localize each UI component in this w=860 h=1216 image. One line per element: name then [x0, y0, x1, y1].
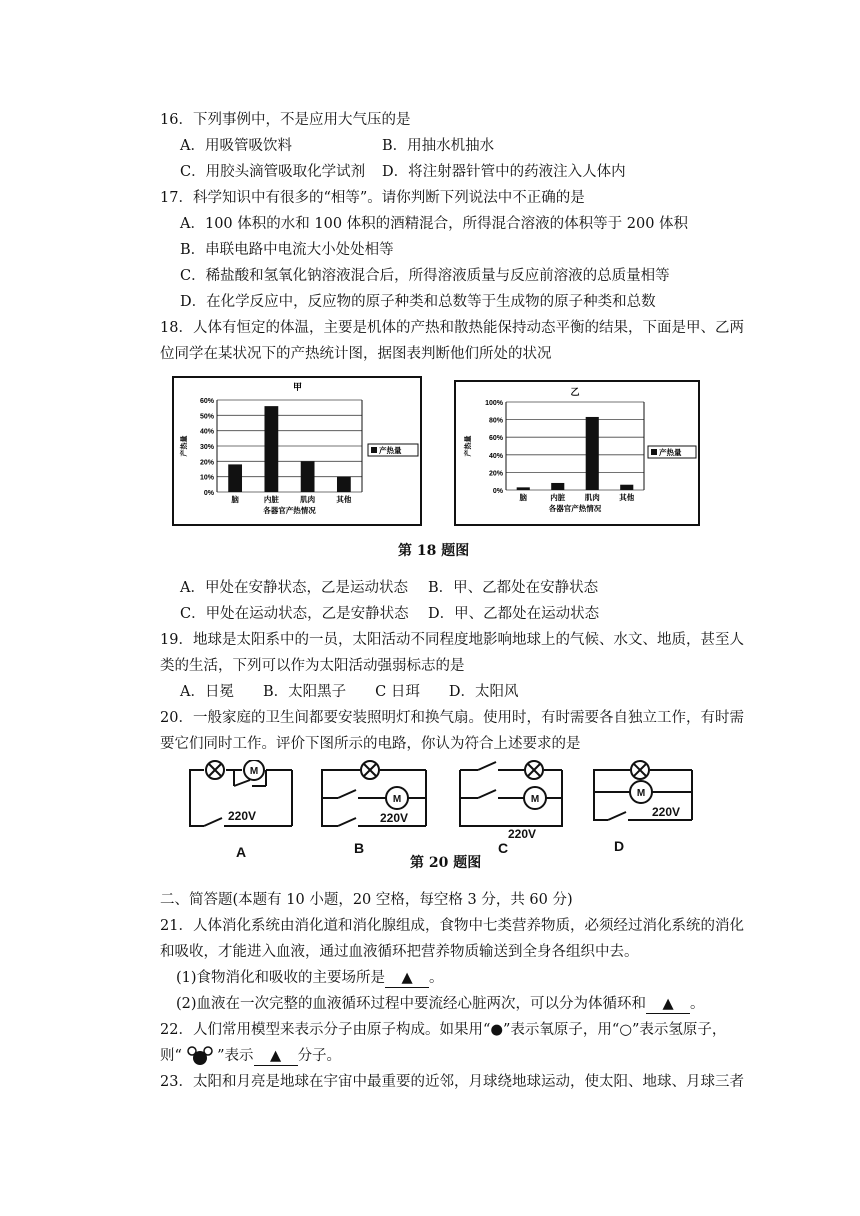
voltage-label: 220V [228, 809, 257, 823]
q16-option-b: B．用抽水机抽水 [382, 138, 495, 154]
x-tick-label: 其他 [619, 493, 635, 502]
voltage-label: 220V [508, 827, 537, 840]
q17-option-c: C．稀盐酸和氢氧化钠溶液混合后，所得溶液质量与反应前溶液的总质量相等 [180, 268, 670, 284]
q17-stem: 17．科学知识中有很多的“相等”。请你判断下列说法中不正确的是 [160, 190, 585, 206]
q22-line2 [160, 1046, 341, 1066]
q21-part1-end: 。 [429, 970, 444, 986]
q18-option-b: B．甲、乙都处在安静状态 [428, 580, 599, 596]
y-tick-label: 30% [199, 444, 214, 451]
q17-option-d: D．在化学反应中，反应物的原子种类和总数等于生成物的原子种类和总数 [180, 294, 656, 310]
q21-stem-line1: 21．人体消化系统由消化道和消化腺组成，食物中七类营养物质，必须经过消化系统的消化 [160, 918, 744, 934]
x-tick-label: 脑 [519, 493, 527, 502]
q18-stem-line2: 位同学在某状况下的产热统计图，据图表判断他们所处的状况 [160, 346, 552, 362]
voltage-label: 220V [380, 811, 409, 825]
q16-option-d: D．将注射器针管中的药液注入人体内 [382, 164, 626, 180]
x-axis-label: 各器官产热情况 [548, 504, 602, 513]
bar [264, 406, 278, 492]
x-tick-label: 其他 [336, 495, 352, 504]
y-tick-label: 80% [488, 417, 503, 425]
y-tick-label: 20% [199, 459, 214, 467]
water-molecule-icon [187, 1046, 213, 1066]
legend-swatch [371, 447, 377, 453]
q19-stem-line1: 19．地球是太阳系中的一员，太阳活动不同程度地影响地球上的气候、水文、地质，甚至人 [160, 632, 744, 648]
y-tick-label: 60% [199, 398, 214, 405]
answer-blank[interactable]: ▲ [254, 1047, 298, 1066]
q22-stem-line1: 22．人们常用模型来表示分子由原子构成。如果用“●”表示氧原子，用“○”表示氢原子， [160, 1022, 727, 1038]
x-tick-label: 肌肉 [584, 493, 600, 502]
legend-swatch [651, 449, 657, 455]
q20-figure-caption: 第 20 题图 [410, 855, 482, 871]
y-tick-label: 60% [488, 435, 503, 443]
q20-circuits [180, 760, 720, 840]
circuit-c [460, 761, 562, 826]
q22-mid: ”表示 [217, 1048, 254, 1064]
chart-title: 乙 [570, 387, 580, 397]
bar [228, 464, 242, 492]
motor-label: M [392, 794, 402, 805]
chart-title: 甲 [292, 382, 303, 392]
q20-stem-line1: 20．一般家庭的卫生间都要安装照明灯和换气扇。使用时，有时需要各自独立工作，有时需 [160, 710, 744, 726]
circuit-label-c: C [498, 840, 509, 856]
q21-part1-text: (1)食物消化和吸收的主要场所是 [176, 970, 386, 986]
section2-title: 二、简答题(本题有 10 小题，20 空格，每空格 3 分，共 60 分) [160, 892, 573, 908]
motor-label: M [636, 788, 646, 799]
q20-stem-line2: 要它们同时工作。评价下图所示的电路，你认为符合上述要求的是 [160, 736, 581, 752]
y-tick-label: 0% [492, 488, 503, 495]
bar [551, 483, 564, 490]
q21-stem-line2: 和吸收，才能进入血液，通过血液循环把营养物质输送到全身各组织中去。 [160, 944, 639, 960]
voltage-label: 220V [652, 805, 681, 819]
bar [337, 477, 351, 492]
motor-label: M [530, 794, 540, 805]
q17-option-b: B．串联电路中电流大小处处相等 [180, 242, 394, 258]
q19-stem-line2: 类的生活，下列可以作为太阳活动强弱标志的是 [160, 658, 465, 674]
x-axis-label: 各器官产热情况 [263, 506, 316, 515]
answer-blank[interactable]: ▲ [646, 995, 690, 1014]
q16-option-c: C．用胶头滴管吸取化学试剂 [180, 164, 366, 180]
y-tick-label: 40% [488, 452, 503, 460]
q21-part2 [176, 994, 705, 1014]
legend-label: 产热量 [379, 446, 402, 455]
x-tick-label: 脑 [231, 495, 239, 504]
y-axis-label: 产热量 [181, 435, 188, 457]
q22-post: 分子。 [297, 1048, 342, 1064]
q19-options: A．日冕 B．太阳黑子 C 日珥 D．太阳风 [180, 684, 519, 700]
q16-stem: 16．下列事例中，不是应用大气压的是 [160, 112, 411, 128]
bar [301, 461, 315, 492]
chart-yi [454, 380, 700, 526]
y-tick-label: 20% [488, 470, 503, 478]
y-axis-label: 产热量 [465, 435, 472, 457]
q18-figure-caption: 第 18 题图 [398, 543, 470, 559]
q18-stem-line1: 18．人体有恒定的体温，主要是机体的产热和散热能保持动态平衡的结果，下面是甲、乙两 [160, 320, 744, 336]
q17-option-a: A．100 体积的水和 100 体积的酒精混合，所得混合溶液的体积等于 200 体积 [180, 216, 689, 232]
x-tick-label: 内脏 [550, 493, 566, 502]
y-tick-label: 100% [485, 400, 503, 407]
bar [620, 485, 633, 490]
q21-part2-text: (2)血液在一次完整的血液循环过程中要流经心脏两次，可以分为体循环和 [176, 996, 647, 1012]
x-tick-label: 内脏 [263, 495, 279, 504]
bar [517, 487, 530, 490]
circuit-label-d: D [614, 838, 625, 854]
motor-label: M [249, 766, 259, 777]
q18-option-d: D．甲、乙都处在运动状态 [428, 606, 600, 622]
q23-stem-line1: 23．太阳和月亮是地球在宇宙中最重要的近邻，月球绕地球运动，使太阳、地球、月球三者 [160, 1074, 744, 1090]
y-tick-label: 40% [199, 428, 214, 436]
q22-pre: 则“ [160, 1048, 182, 1064]
y-tick-label: 10% [199, 474, 214, 482]
q18-option-c: C．甲处在运动状态，乙是安静状态 [180, 606, 409, 622]
legend-label: 产热量 [659, 448, 682, 457]
bar [586, 417, 599, 490]
q21-part1 [176, 968, 444, 988]
circuit-label-b: B [354, 840, 365, 856]
y-tick-label: 0% [203, 490, 214, 497]
y-tick-label: 50% [199, 413, 214, 421]
circuit-label-a: A [236, 844, 247, 860]
chart-jia [172, 376, 422, 526]
x-tick-label: 肌肉 [300, 495, 316, 504]
answer-blank[interactable]: ▲ [385, 969, 429, 988]
q21-part2-end: 。 [690, 996, 705, 1012]
q18-option-a: A．甲处在安静状态，乙是运动状态 [180, 580, 408, 596]
q16-option-a: A．用吸管吸饮料 [180, 138, 292, 154]
circuit-b [322, 761, 426, 826]
